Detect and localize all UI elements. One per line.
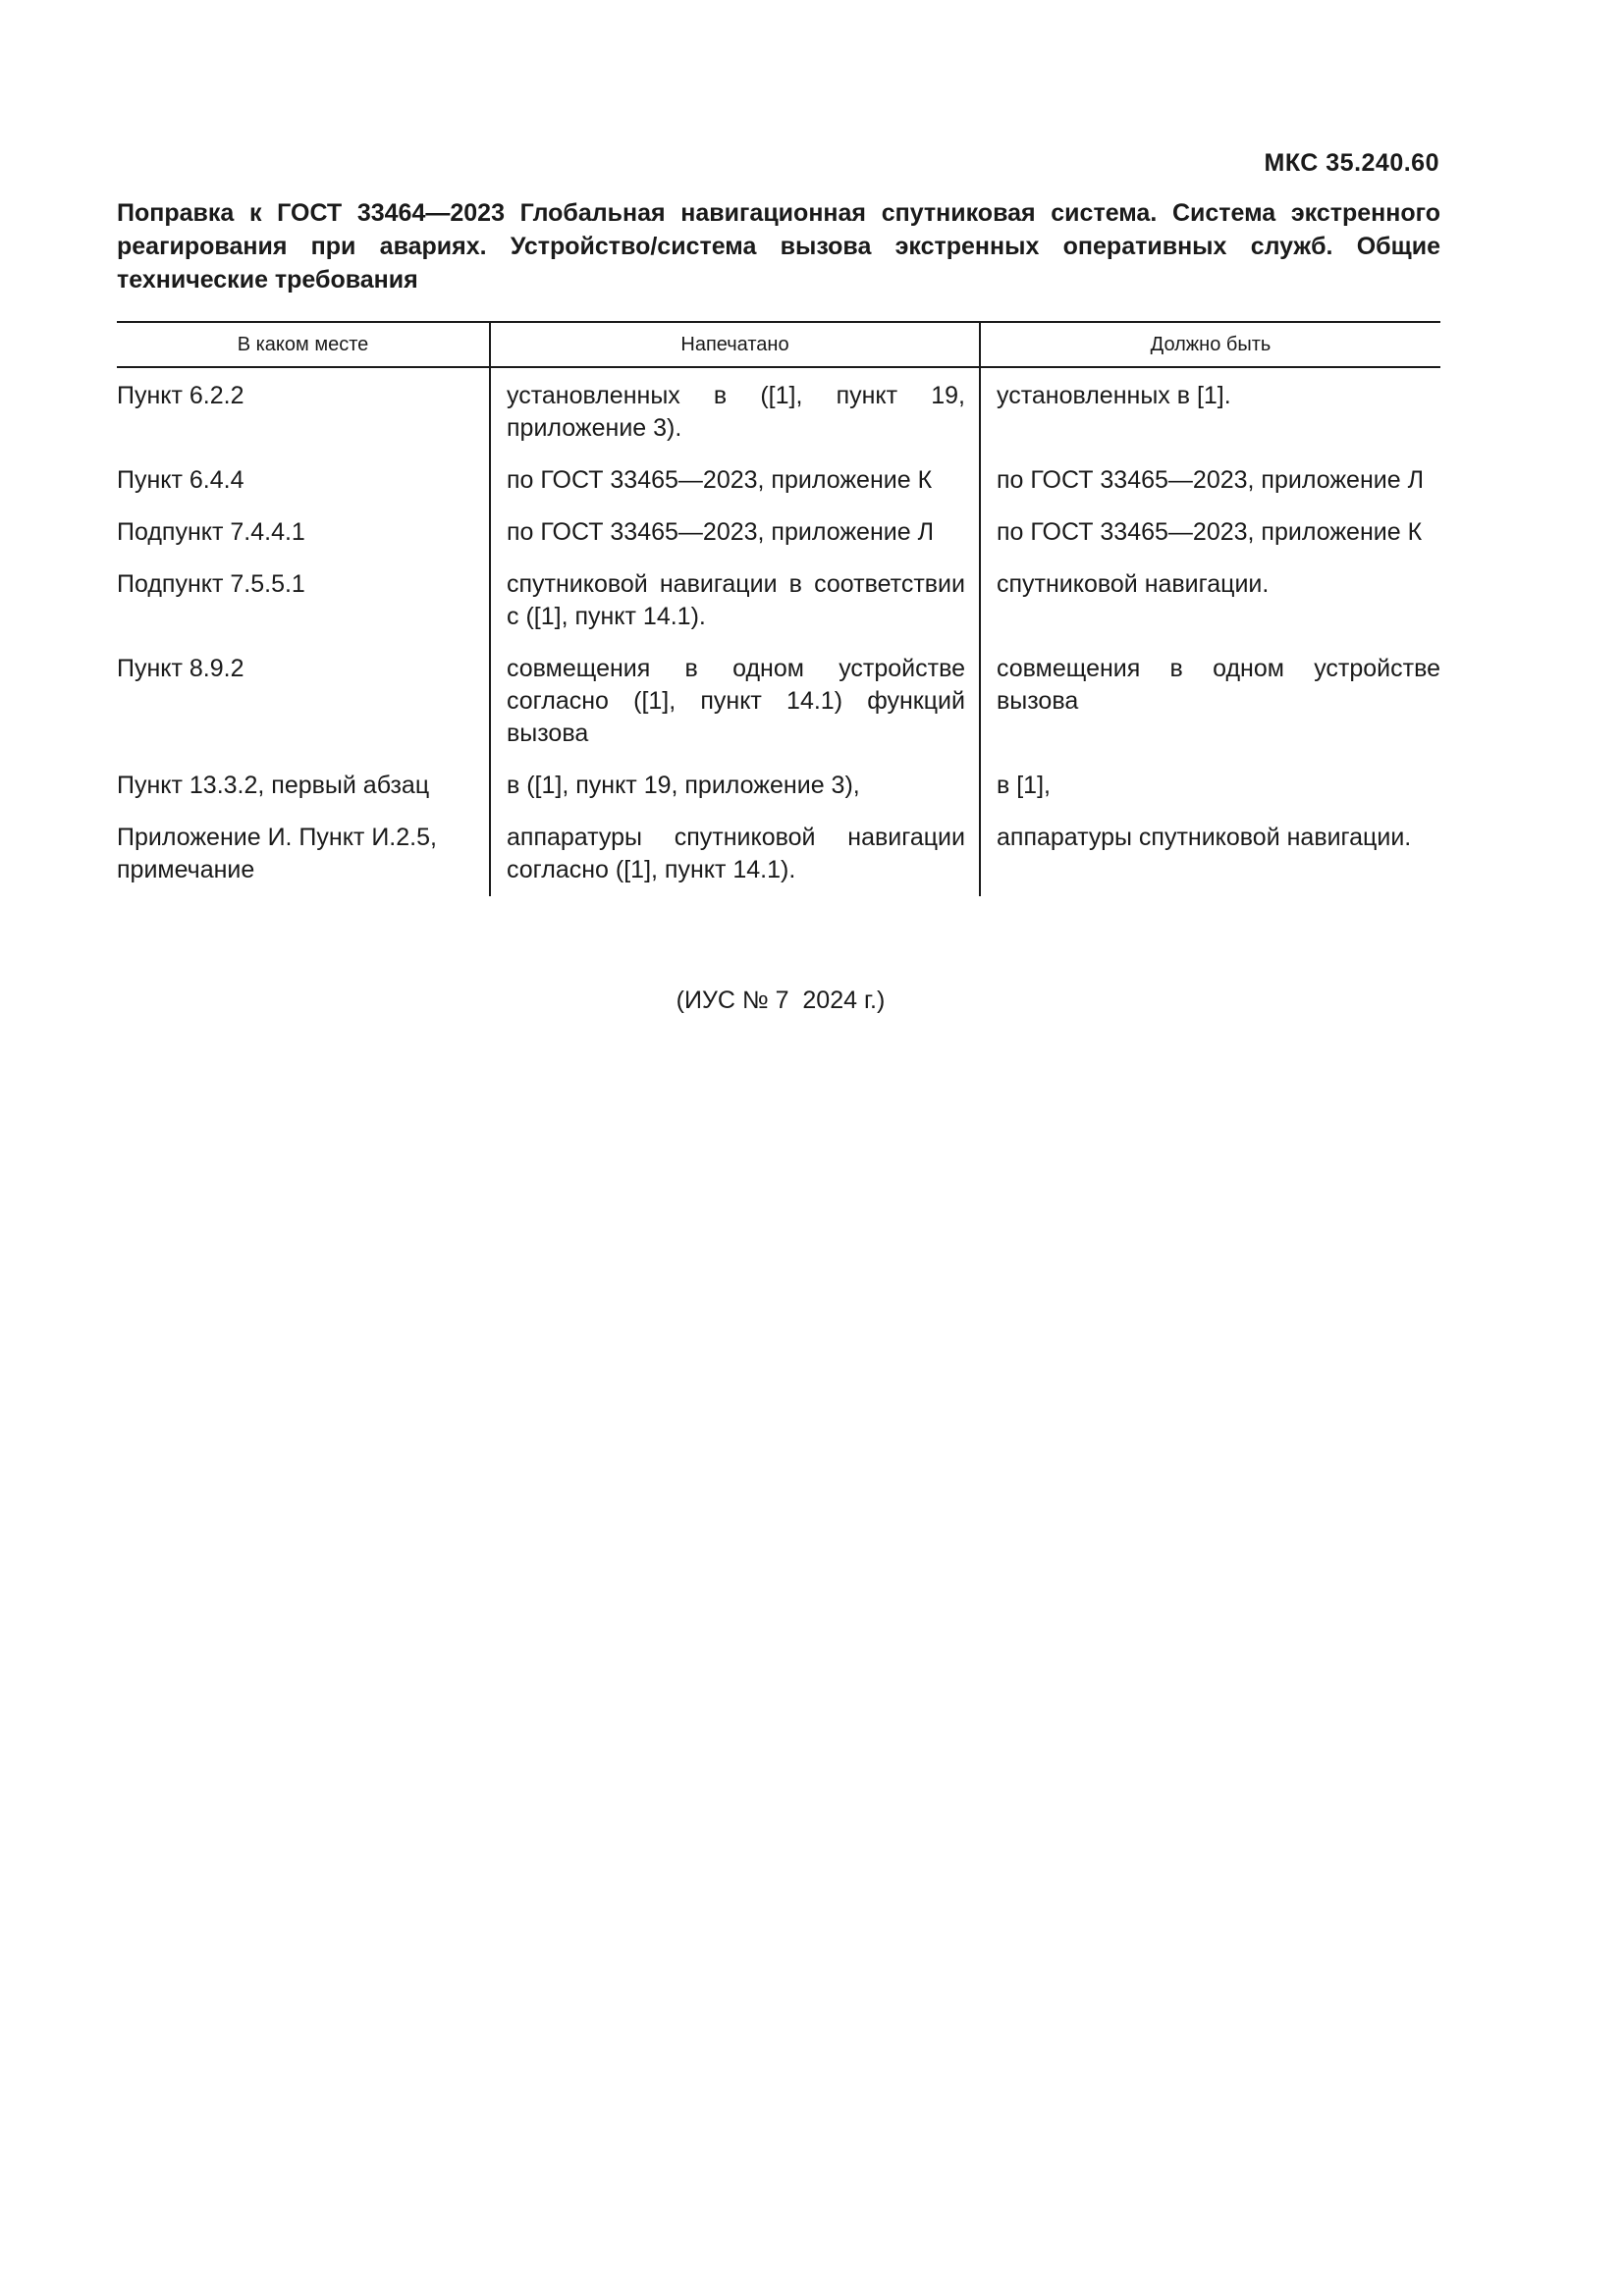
cell-where: Пункт 6.4.4 [117,466,244,494]
column-header-printed: Напечатано [490,322,980,367]
cell-printed: по ГОСТ 33465—2023, приложение К [490,464,980,516]
table-row [117,822,1440,896]
table-row [117,516,1440,568]
column-header-where: В каком месте [237,333,369,355]
cell-should-be: по ГОСТ 33465—2023, приложение К [980,516,1440,568]
cell-where: Пункт 13.3.2, первый абзац [117,772,430,799]
table-row [117,367,1440,464]
table-row [117,653,1440,770]
table-header-row [117,322,1440,367]
cell-where: Пункт 6.2.2 [117,382,244,409]
publication-reference: (ИУС № 7 2024 г.) [676,987,886,1014]
document-title: Поправка к ГОСТ 33464—2023 Глобальная навигационная спутниковая система. Система экстренного реагирования при авариях. Устройство/система вызова экстренных оперативных служб. Общие технические требования [117,199,1440,294]
cell-should-be: по ГОСТ 33465—2023, приложение Л [980,464,1440,516]
column-header-should-be: Должно быть [980,322,1440,367]
cell-should-be: совмещения в одном устройстве вызова [980,653,1440,770]
cell-should-be: в [1], [980,770,1440,822]
cell-where: Подпункт 7.5.5.1 [117,570,305,598]
cell-printed: в ([1], пункт 19, приложение 3), [490,770,980,822]
cell-printed: спутниковой навигации в соответствии с ([1], пункт 14.1). [490,568,980,653]
cell-printed: по ГОСТ 33465—2023, приложение Л [490,516,980,568]
cell-printed: аппаратуры спутниковой навигации согласно ([1], пункт 14.1). [490,822,980,896]
table-row [117,464,1440,516]
cell-where: Пункт 8.9.2 [117,655,244,682]
cell-printed: совмещения в одном устройстве согласно ([1], пункт 14.1) функций вызова [490,653,980,770]
cell-should-be: аппаратуры спутниковой навигации. [980,822,1440,896]
cell-where: Приложение И. Пункт И.2.5, примечание [117,824,437,883]
table-row [117,770,1440,822]
amendment-table [117,321,1440,896]
cell-where: Подпункт 7.4.4.1 [117,518,305,546]
classification-code: МКС 35.240.60 [1264,149,1439,177]
cell-should-be: установленных в [1]. [980,367,1440,464]
cell-printed: установленных в ([1], пункт 19, приложение 3). [490,367,980,464]
cell-should-be: спутниковой навигации. [980,568,1440,653]
table-row [117,568,1440,653]
